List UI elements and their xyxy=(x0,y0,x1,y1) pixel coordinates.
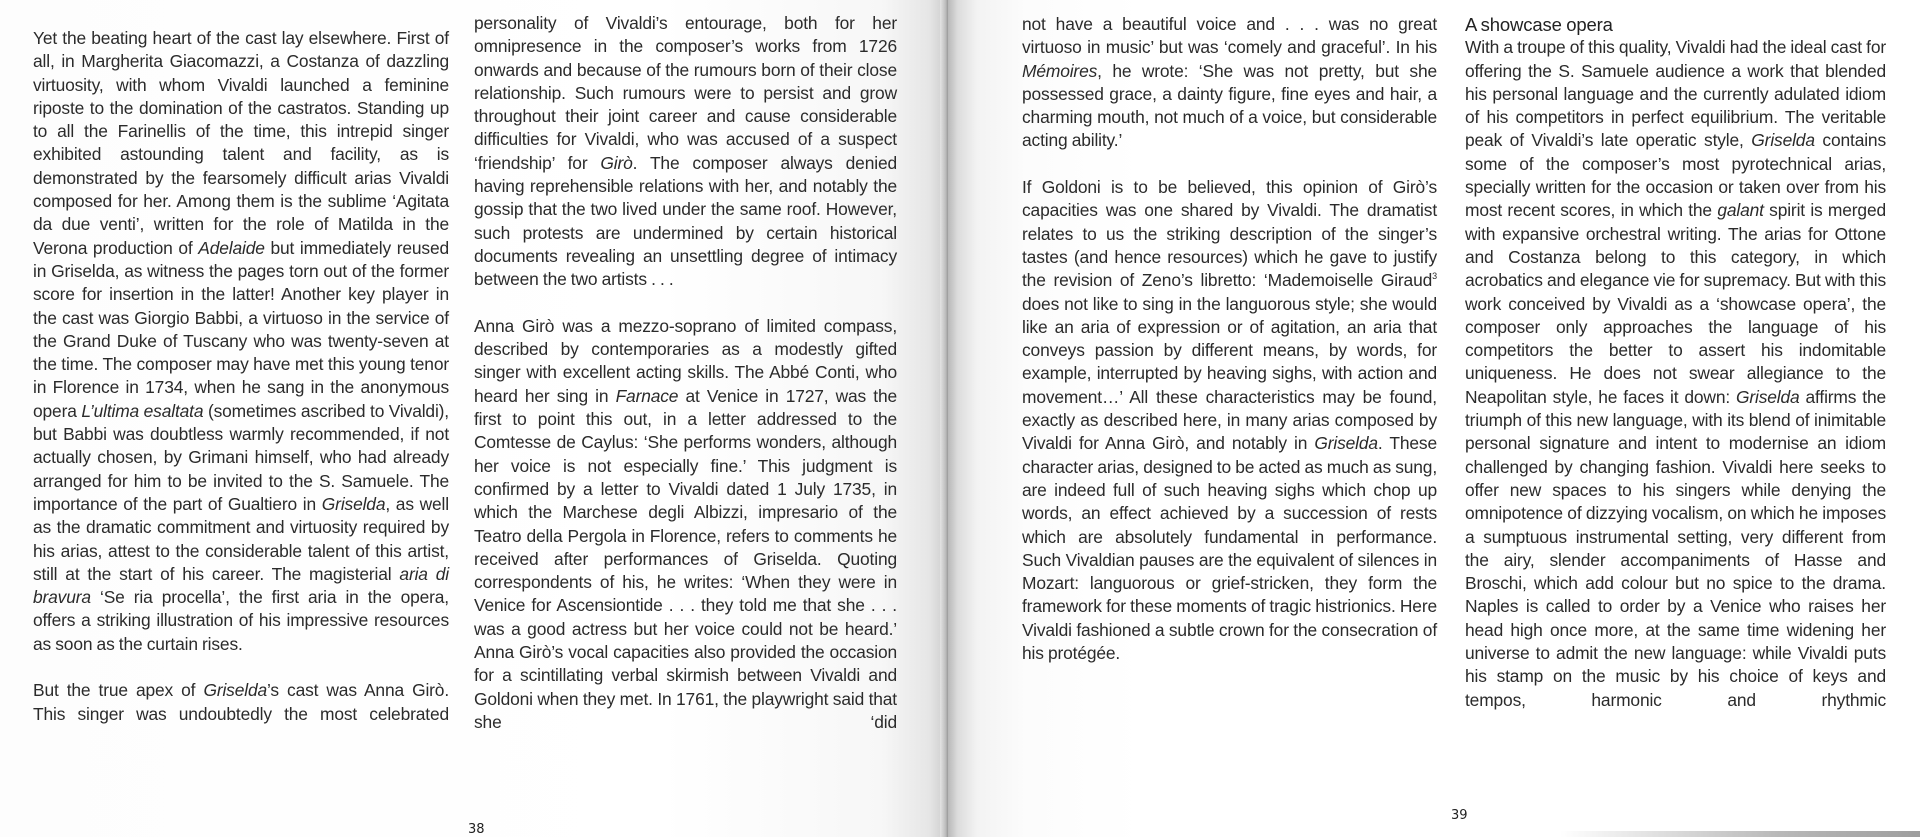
paragraph: If Goldoni is to be believed, this opinion of Girò’s capacities was one shared by Vivaldi. The dramatist relates to us the striking description of the singer’s tastes (and hence resources) which he gave to justify the revision of Zeno’s libretto: ‘Mademoiselle Giraud$^3$ does not like to sing in the languorous style; she would like an aria of expression or of agitation, an aria that conveys passion by different means, by words, for example, interrupted by heaving sighs, with action and movement…’ All these characteristics may be found, exactly as described here, in many arias composed by Vivaldi for Anna Girò, and notably in Griselda. These character arias, designed to be acted as much as sung, are indeed full of such heaving sighs which chop up words, an effect achieved by a succession of rests which are absolutely fundamental in performance. Such Vivaldian pauses are the equivalent of silences in Mozart: languorous or grief-stricken, they form the framework for these moments of tragic histrionics. Here Vivaldi fashioned a subtle crown for the consecration of his protégée. xyxy=(1022,177,1437,664)
paragraph: Anna Girò was a mezzo-soprano of limited compass, described by contemporaries as a modestly gifted singer with excellent acting skills. The Abbé Conti, who heard her sing in Farnace at Venice in 1727, was the first to point this out, in a letter addressed to the Comtesse de Caylus: ‘She performs wonders, although her voice is not especially fine.’ This judgment is confirmed by a letter to Vivaldi dated 1 July 1735, in which the Marchese degli Albizzi, impresario of the Teatro della Pergola in Florence, refers to comments he received after performances of Griselda. Quoting correspondents of his, he writes: ‘When they were in Venice for Ascensiontide . . . they told me that she . . . was a good actress but her voice could not be heard.’ Anna Girò’s vocal capacities also provided the occasion for a scintillating verbal skirmish between Vivaldi and Goldoni when they met. In 1761, the playwright said that she ‘did xyxy=(474,315,897,732)
left-page-column-2 xyxy=(474,12,897,734)
italic-text: Adelaide xyxy=(198,237,265,258)
page-number: 38 xyxy=(468,822,485,837)
italic-text: Mémoires xyxy=(1022,60,1098,81)
italic-text: Griselda xyxy=(1314,433,1378,454)
right-page-column-1 xyxy=(1022,13,1437,665)
section-heading: A showcase opera xyxy=(1465,14,1613,35)
paragraph: Yet the beating heart of the cast lay elsewhere. First of all, in Margherita Giacomazzi, a Costanza of dazzling virtuosity, with whom Vivaldi launched a feminine riposte to the domination of the castratos. Standing up to all the Farinellis of the time, this intrepid singer exhibited astounding talent and facility, as is demonstrated by the fearsomely difficult arias Vivaldi composed for her. Among them is the sublime ‘Agitata da due venti’, written for the role of Matilda in the Verona production of Adelaide but immediately reused in Griselda, as witness the pages torn out of the former score for insertion in the latter! Another key player in the cast was Giorgio Babbi, a virtuoso in the service of the Grand Duke of Tuscany who was twenty-seven at the time. The composer may have met this young tenor in Florence in 1734, when he sang in the anonymous opera L’ultima esaltata (sometimes ascribed to Vivaldi), but Babbi was doubtless warmly recommended, if not actually chosen, by Grimani himself, who had already arranged for him to be invited to the S. Samuele. The importance of the part of Gualtiero in Griselda, as well as the dramatic commitment and virtuosity required by his arias, attest to the considerable talent of this artist, still at the start of his career. The magisterial aria di bravura ‘Se ria procella’, the first aria in the opera, offers a striking illustration of his impressive resources as soon as the curtain rises. xyxy=(33,28,449,654)
right-page-column-2 xyxy=(1465,13,1886,712)
paragraph: But the true apex of Griselda’s cast was Anna Girò. This singer was undoubtedly the most celebrated xyxy=(33,680,450,724)
paragraph: personality of Vivaldi’s entourage, both for her omnipresence in the composer’s works from 1726 onwards and because of the rumours born of their close relationship. Such rumours were to persist and grow throughout their joint career and cause considerable difficulties for Vivaldi, who was accused of a suspect ‘friendship’ for Girò. The composer always denied having reprehensible relations with her, and notably the gossip that the two lived under the same roof. However, such protests are undermined by certain historical documents revealing an unsettling degree of intimacy between the two artists . . . xyxy=(474,13,897,290)
italic-text: Griselda xyxy=(321,493,386,514)
italic-text: Griselda xyxy=(1735,386,1800,407)
italic-text: Girò xyxy=(600,152,633,173)
page-number: 39 xyxy=(1451,808,1468,823)
italic-text: aria di bravura xyxy=(33,563,449,608)
italic-text: galant xyxy=(1717,200,1764,221)
italic-text: Griselda xyxy=(1751,130,1815,151)
right-page xyxy=(948,0,1920,837)
italic-text: L’ultima esaltata xyxy=(81,400,204,421)
italic-text: Griselda xyxy=(203,680,267,701)
page-edge-shadow xyxy=(1560,831,1920,837)
paragraph: With a troupe of this quality, Vivaldi had the ideal cast for offering the S. Samuele audience a work that blended his personal language and the currently adulated idiom of his competitors in perfect equilibrium. The veritable peak of Vivaldi’s late operatic style, Griselda contains some of the composer’s most pyrotechnical arias, specially written for the occasion or taken over from his most recent scores, in which the galant spirit is merged with expansive orchestral writing. The arias for Ottone and Costanza belong to this category, in which acrobatics and elegance vie for supremacy. But with this work conceived by Vivaldi as a ‘showcase opera’, the composer only approaches the language of his competitors the better to assert his indomitable uniqueness. He does not swear allegiance to the Neapolitan style, he faces it down: Griselda affirms the triumph of this new language, with its blend of inimitable personal signature and intent to modernise an idiom challenged by changing fashion. Vivaldi here seeks to offer new spaces to his singers while denying the omnipotence of dizzying vocalism, on which he imposes a sumptuous instrumental setting, very different from the airy, slender accompaniments of Hasse and Broschi, which add colour but no spice to the drama. Naples is called to order by a Venice who raises her head high once more, at the same time widening her universe to admit the new language: while Vivaldi puts his stamp on the music by his choice of keys and tempos, harmonic and rhythmic xyxy=(1465,37,1886,710)
italic-text: Farnace xyxy=(615,385,679,406)
footnote-marker: 3 xyxy=(1432,271,1437,282)
paragraph: not have a beautiful voice and . . . was no great virtuoso in music’ but was ‘comely and graceful’. In his Mémoires, he wrote: ‘She was not pretty, but she possessed grace, a dainty figure, fine eyes and hair, a charming mouth, not much of a voice, but considerable acting ability.’ xyxy=(1022,14,1437,151)
left-page-column-1 xyxy=(33,27,449,726)
left-page xyxy=(0,0,948,837)
